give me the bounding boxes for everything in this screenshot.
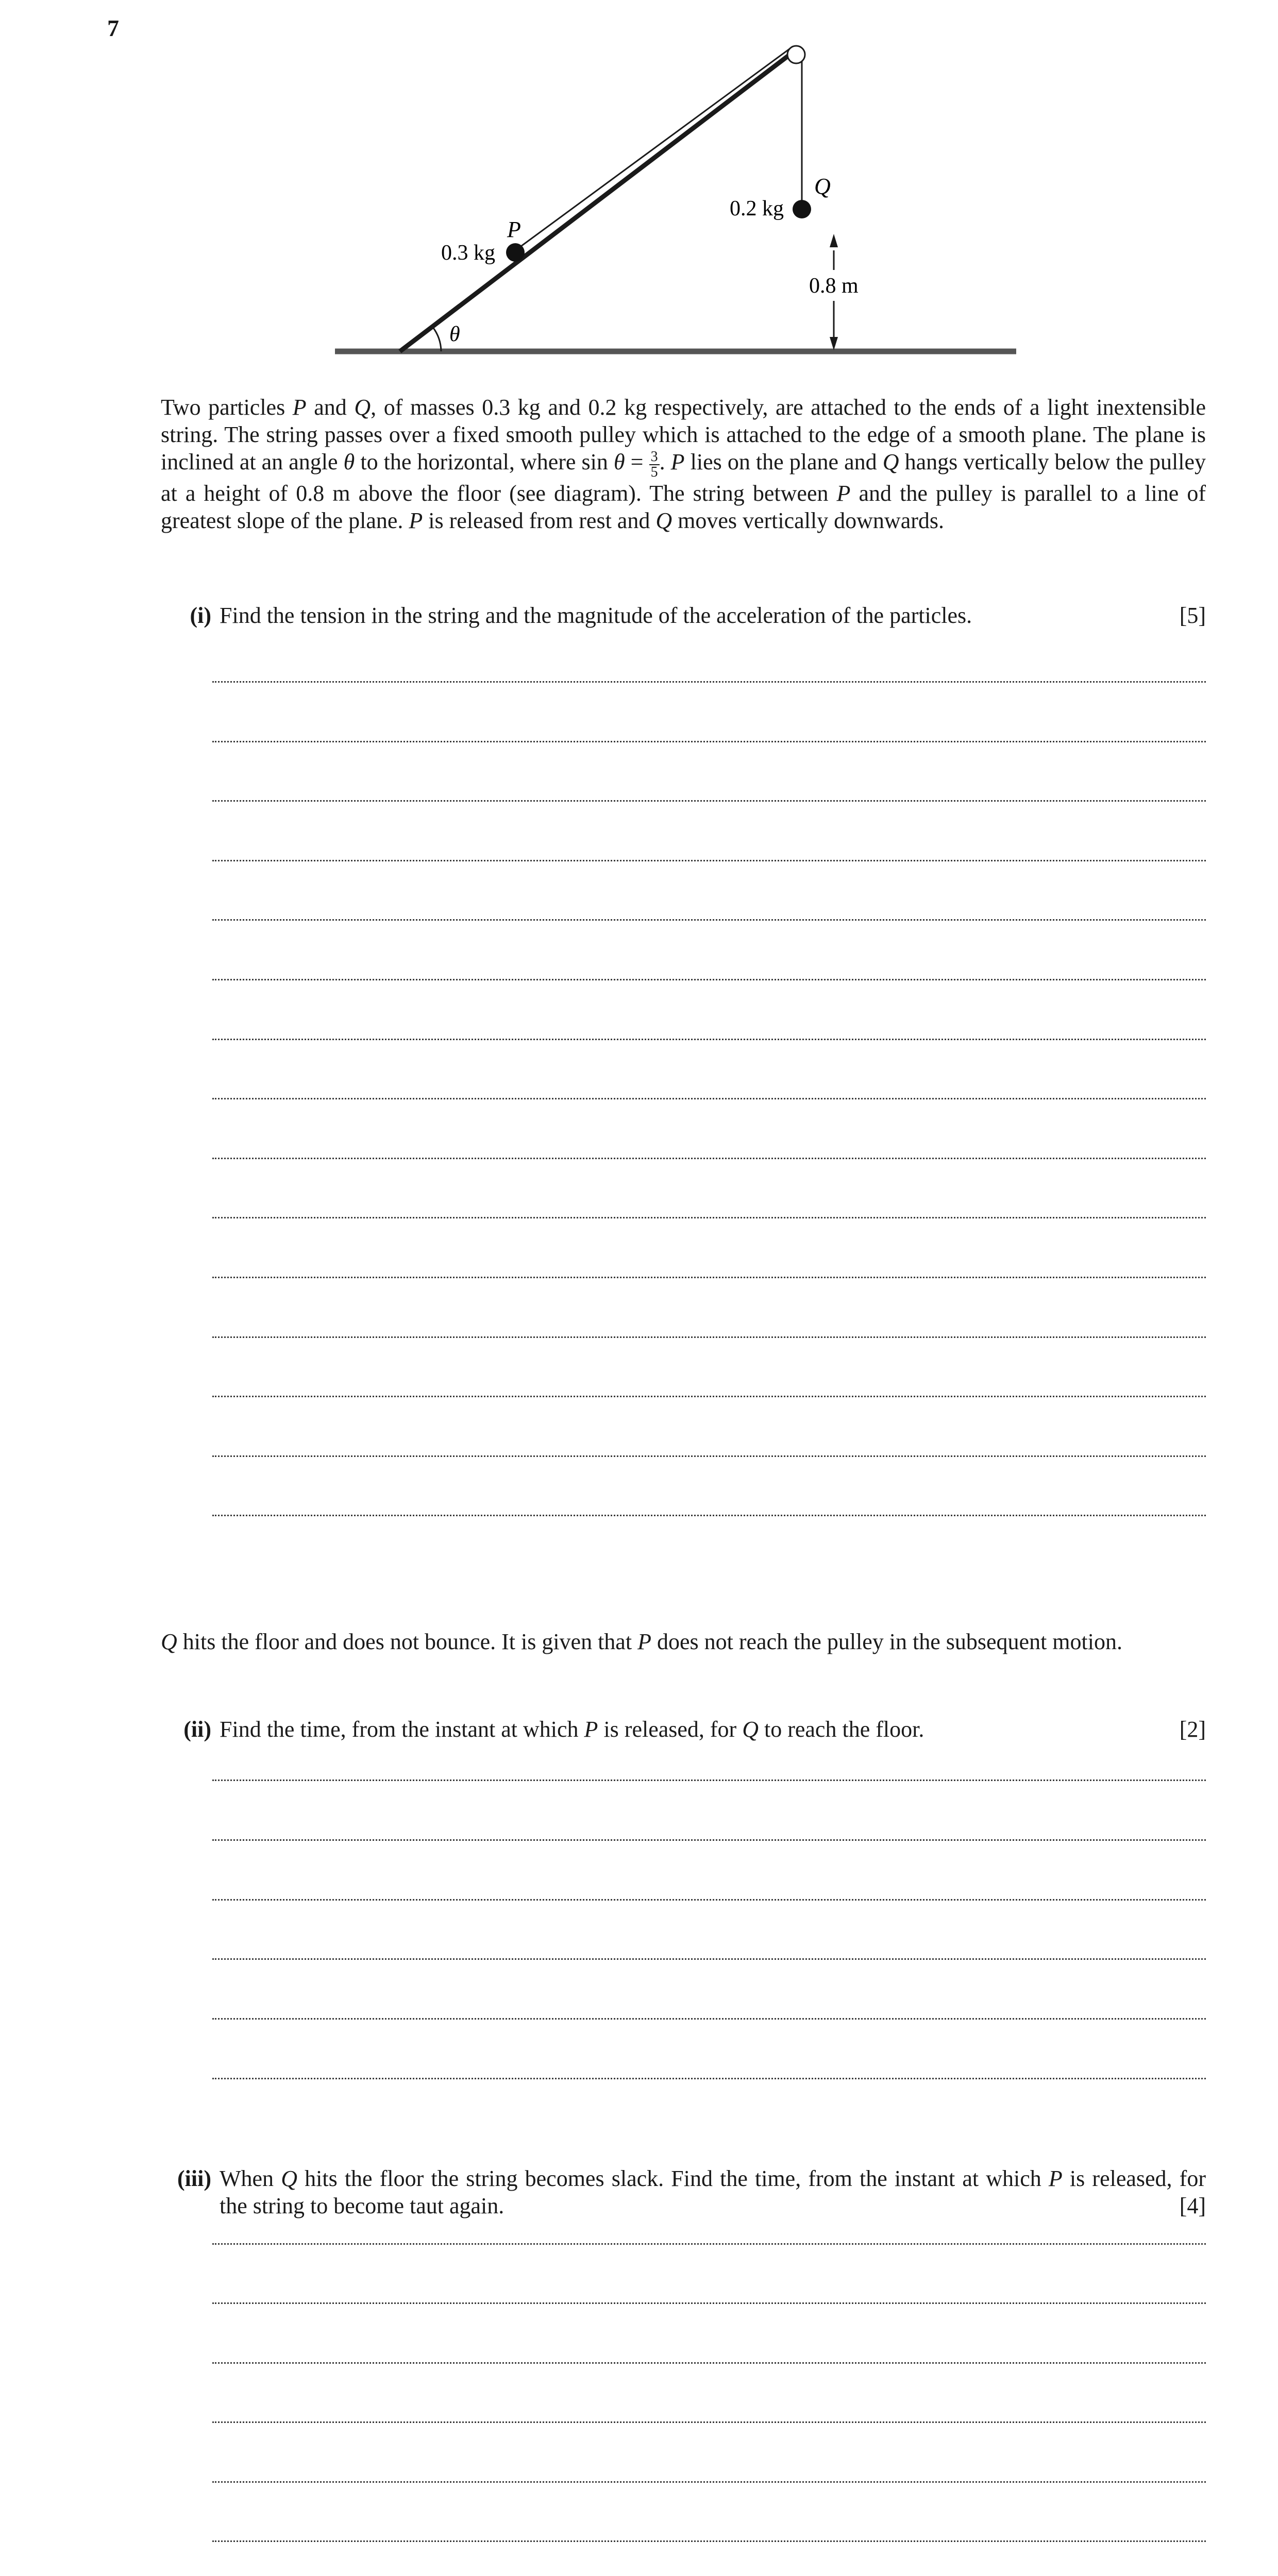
angle-arc (432, 327, 441, 351)
mass-p-label: 0.3 kg (441, 241, 495, 265)
answer-line[interactable] (212, 979, 1206, 980)
label-p: P (507, 217, 521, 242)
problem-continuation: Q hits the floor and does not bounce. It is given that P does not reach the pulley in the subsequent motion. (161, 1629, 1122, 1654)
question-i-text: Find the tension in the string and the magnitude of the acceleration of the particles. (220, 603, 972, 628)
answer-line[interactable] (212, 1780, 1206, 1781)
answer-line[interactable] (212, 681, 1206, 683)
answer-line[interactable] (212, 2540, 1206, 2542)
particle-p (506, 243, 525, 262)
answer-line[interactable] (212, 1039, 1206, 1040)
question-ii-text: Find the time, from the instant at which P is released, for Q to reach the floor. (220, 1717, 924, 1742)
question-ii-marks: [2] (1179, 1717, 1206, 1742)
height-label: 0.8 m (809, 274, 859, 298)
answer-line[interactable] (212, 2243, 1206, 2245)
answer-line[interactable] (212, 1336, 1206, 1338)
answer-line[interactable] (212, 2018, 1206, 2020)
answer-line[interactable] (212, 1217, 1206, 1218)
answer-line[interactable] (212, 2481, 1206, 2483)
answer-line[interactable] (212, 800, 1206, 802)
angle-label: θ (449, 323, 460, 346)
answer-line[interactable] (212, 1098, 1206, 1099)
answer-line[interactable] (212, 919, 1206, 921)
answer-line[interactable] (212, 1455, 1206, 1457)
answer-line[interactable] (212, 1515, 1206, 1516)
label-q: Q (814, 174, 831, 199)
pulley-diagram (0, 0, 1278, 361)
question-i-label: (i) (190, 603, 211, 628)
answer-line[interactable] (212, 1839, 1206, 1841)
fraction-three-fifths: $\frac{3}{5}$ (649, 450, 660, 480)
mass-q-label: 0.2 kg (730, 197, 784, 221)
height-arrow-down (830, 337, 838, 350)
answer-line[interactable] (212, 1396, 1206, 1397)
answer-line[interactable] (212, 1899, 1206, 1901)
question-ii-label: (ii) (183, 1717, 211, 1742)
particle-q (793, 200, 811, 218)
question-iii-text: When Q hits the floor the string becomes slack. Find the time, from the instant at which P is released, for the string to become taut again. (220, 2166, 1206, 2218)
answer-line[interactable] (212, 1277, 1206, 1278)
pulley (787, 46, 805, 63)
answer-line[interactable] (212, 2078, 1206, 2079)
answer-line[interactable] (212, 1158, 1206, 1159)
problem-intro: Two particles P and Q, of masses 0.3 kg and 0.2 kg respectively, are attached to the ends of a light inextensible string. The string passes over a fixed smooth pulley which is attached to the edge of a smooth plane. The plane is inclined at an angle θ to the horizontal, where sin θ = $\frac{3}{5}$ . P lies on the plane and Q hangs vertically below the pulley at a height of 0.8 m above the floor (see diagram). The string between P and the pulley is parallel to a line of greatest slope of the plane. P is released from rest and Q moves vertically downwards. (161, 395, 1206, 533)
height-arrow-up (830, 234, 838, 247)
answer-line[interactable] (212, 2421, 1206, 2423)
question-iii-label: (iii) (177, 2166, 211, 2191)
answer-line[interactable] (212, 860, 1206, 861)
answer-line[interactable] (212, 2302, 1206, 2304)
page-number: 7 (107, 15, 119, 41)
question-i-marks: [5] (1179, 603, 1206, 628)
answer-line[interactable] (212, 1958, 1206, 1960)
answer-line[interactable] (212, 2362, 1206, 2364)
question-iii-marks: [4] (1179, 2193, 1206, 2218)
answer-line[interactable] (212, 741, 1206, 742)
